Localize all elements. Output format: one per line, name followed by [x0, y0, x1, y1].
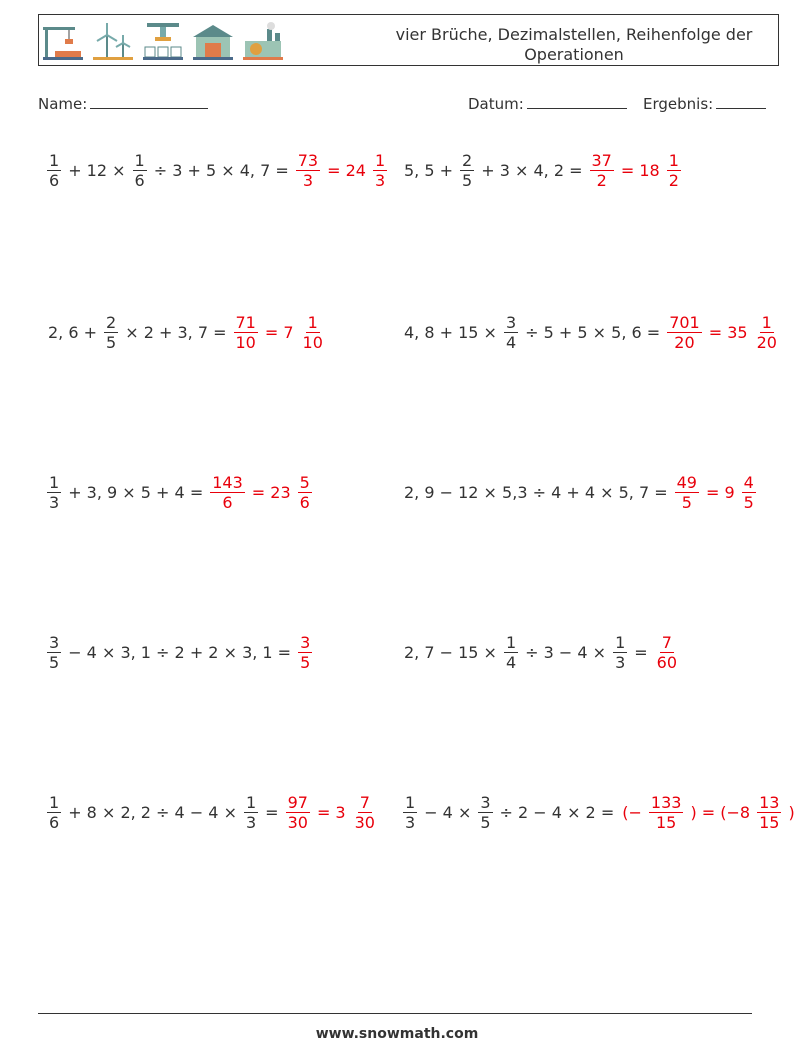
numerator: 701 [669, 312, 700, 332]
denominator: 6 [222, 492, 233, 512]
problem-3 [44, 302, 328, 362]
denominator: 3 [374, 170, 386, 190]
denominator: 2 [668, 170, 679, 190]
name-blank[interactable] [90, 94, 208, 109]
fraction [755, 313, 779, 352]
numerator: 1 [615, 632, 626, 652]
numerator: 1 [49, 472, 60, 492]
denominator: 4 [505, 332, 517, 352]
answer [293, 151, 390, 190]
name-label: Name: [38, 95, 88, 113]
denominator: 3 [302, 170, 314, 190]
numerator: 1 [505, 632, 517, 652]
fraction [613, 633, 627, 672]
expression-text: + 3 × 4, 2 = [481, 160, 583, 180]
denominator: 3 [49, 492, 60, 512]
wind-turbine-icon [91, 19, 135, 63]
expression-text: ÷ 5 + 5 × 5, 6 = [525, 322, 661, 342]
expression-text: = 7 [264, 322, 294, 342]
numerator: 3 [300, 632, 311, 652]
denominator: 30 [354, 812, 375, 832]
expression-text: − 4 × [424, 802, 472, 822]
fraction [667, 313, 702, 352]
footer-divider [38, 1013, 752, 1014]
denominator: 4 [505, 652, 517, 672]
fraction [210, 473, 245, 512]
expression-text: 5, 5 + [404, 160, 454, 180]
expression-text: 2, 9 − 12 × 5,3 ÷ 4 + 4 × 5, 7 = [404, 482, 668, 502]
fraction [742, 473, 756, 512]
expression-text: = [265, 802, 279, 822]
numerator: 143 [212, 472, 243, 492]
factory-press-icon [141, 19, 185, 63]
expression-text: = 24 [327, 160, 366, 180]
numerator: 1 [307, 312, 318, 332]
fraction [298, 633, 312, 672]
numerator: 1 [668, 150, 679, 170]
denominator: 15 [655, 812, 677, 832]
denominator: 10 [302, 332, 323, 352]
answer [295, 633, 315, 672]
name-field [38, 94, 208, 113]
numerator: 2 [106, 312, 117, 332]
expression-text: − 4 × 3, 1 ÷ 2 + 2 × 3, 1 = [68, 642, 292, 662]
expression-text: 2, 7 − 15 × [404, 642, 497, 662]
expression-text: ÷ 3 + 5 × 4, 7 = [153, 160, 289, 180]
numerator: 133 [650, 792, 682, 812]
expression-text: ÷ 3 − 4 × [525, 642, 607, 662]
fraction [47, 633, 61, 672]
footer-url: www.snowmath.com [315, 1026, 479, 1042]
numerator: 1 [761, 312, 772, 332]
fraction [47, 473, 61, 512]
fraction [296, 151, 320, 190]
fraction [590, 151, 614, 190]
numerator: 1 [374, 150, 386, 170]
denominator: 5 [106, 332, 117, 352]
denominator: 6 [49, 812, 60, 832]
fraction [504, 313, 518, 352]
denominator: 6 [299, 492, 310, 512]
power-plant-icon [241, 19, 285, 63]
answer [283, 793, 380, 832]
worksheet-title: vier Brüche, Dezimalstellen, Reihenfolge der Operationen [395, 25, 753, 64]
numerator: 1 [405, 792, 416, 812]
problem-1 [44, 140, 390, 200]
fraction [353, 793, 377, 832]
answer [664, 313, 782, 352]
fraction [286, 793, 310, 832]
expression-text: ÷ 2 − 4 × 2 = [499, 802, 615, 822]
denominator: 6 [134, 170, 145, 190]
denominator: 3 [405, 812, 416, 832]
denominator: 5 [743, 492, 754, 512]
denominator: 3 [615, 652, 626, 672]
fraction [244, 793, 258, 832]
numerator: 73 [297, 150, 319, 170]
denominator: 5 [462, 170, 473, 190]
numerator: 1 [49, 792, 60, 812]
denominator: 20 [674, 332, 695, 352]
fraction [504, 633, 518, 672]
fraction [234, 313, 258, 352]
numerator: 13 [759, 792, 780, 812]
denominator: 10 [235, 332, 256, 352]
numerator: 5 [299, 472, 310, 492]
problem-10 [400, 782, 799, 842]
date-blank[interactable] [527, 94, 627, 109]
numerator: 1 [245, 792, 257, 812]
fraction [655, 633, 679, 672]
expression-text: + 12 × [68, 160, 126, 180]
header-icons [41, 19, 285, 63]
numerator: 7 [661, 632, 672, 652]
problem-6 [400, 462, 759, 522]
numerator: 3 [480, 792, 491, 812]
denominator: 5 [480, 812, 491, 832]
fraction [460, 151, 474, 190]
fraction [104, 313, 118, 352]
expression-text: ) [788, 802, 795, 822]
denominator: 20 [756, 332, 777, 352]
fraction [649, 793, 684, 832]
problem-8 [400, 622, 682, 682]
fraction [373, 151, 387, 190]
fraction [403, 793, 417, 832]
problem-7 [44, 622, 315, 682]
answer [652, 633, 682, 672]
date-label: Datum: [468, 95, 524, 113]
denominator: 30 [287, 812, 308, 832]
denominator: 60 [656, 652, 678, 672]
numerator: 7 [359, 792, 370, 812]
crane-icon [41, 19, 85, 63]
fraction [133, 151, 147, 190]
fraction [301, 313, 325, 352]
result-field [643, 94, 766, 113]
expression-text: (− [622, 802, 642, 822]
fraction [757, 793, 781, 832]
numerator: 4 [743, 472, 754, 492]
problem-9 [44, 782, 380, 842]
numerator: 1 [49, 150, 60, 170]
expression-text: = 3 [316, 802, 346, 822]
expression-text: 2, 6 + [48, 322, 98, 342]
expression-text: = [634, 642, 648, 662]
denominator: 15 [759, 812, 780, 832]
fraction [47, 151, 61, 190]
numerator: 3 [505, 312, 517, 332]
numerator: 1 [134, 150, 145, 170]
fraction [667, 151, 681, 190]
expression-text: 4, 8 + 15 × [404, 322, 497, 342]
denominator: 5 [300, 652, 311, 672]
numerator: 97 [287, 792, 308, 812]
denominator: 5 [49, 652, 60, 672]
denominator: 6 [49, 170, 60, 190]
answer [587, 151, 684, 190]
warehouse-icon [191, 19, 235, 63]
fraction [675, 473, 699, 512]
problem-4 [400, 302, 782, 362]
answer [672, 473, 759, 512]
problem-2 [400, 140, 684, 200]
expression-text: ) = (−8 [690, 802, 751, 822]
worksheet-header [38, 14, 779, 66]
fraction [47, 793, 61, 832]
result-blank[interactable] [716, 94, 766, 109]
date-field [468, 94, 627, 113]
numerator: 3 [49, 632, 60, 652]
numerator: 49 [676, 472, 697, 492]
expression-text: = 35 [708, 322, 748, 342]
expression-text: = 9 [705, 482, 735, 502]
numerator: 71 [235, 312, 256, 332]
numerator: 2 [462, 150, 473, 170]
expression-text: × 2 + 3, 7 = [125, 322, 227, 342]
denominator: 2 [596, 170, 607, 190]
denominator: 3 [245, 812, 257, 832]
expression-text: = 18 [620, 160, 660, 180]
answer [618, 793, 798, 832]
expression-text: + 3, 9 × 5 + 4 = [68, 482, 204, 502]
result-label: Ergebnis: [643, 95, 714, 113]
numerator: 37 [591, 150, 612, 170]
denominator: 5 [681, 492, 692, 512]
problem-5 [44, 462, 315, 522]
fraction [298, 473, 312, 512]
expression-text: + 8 × 2, 2 ÷ 4 − 4 × [68, 802, 237, 822]
fraction [478, 793, 492, 832]
expression-text: = 23 [251, 482, 291, 502]
answer [207, 473, 315, 512]
answer [231, 313, 328, 352]
